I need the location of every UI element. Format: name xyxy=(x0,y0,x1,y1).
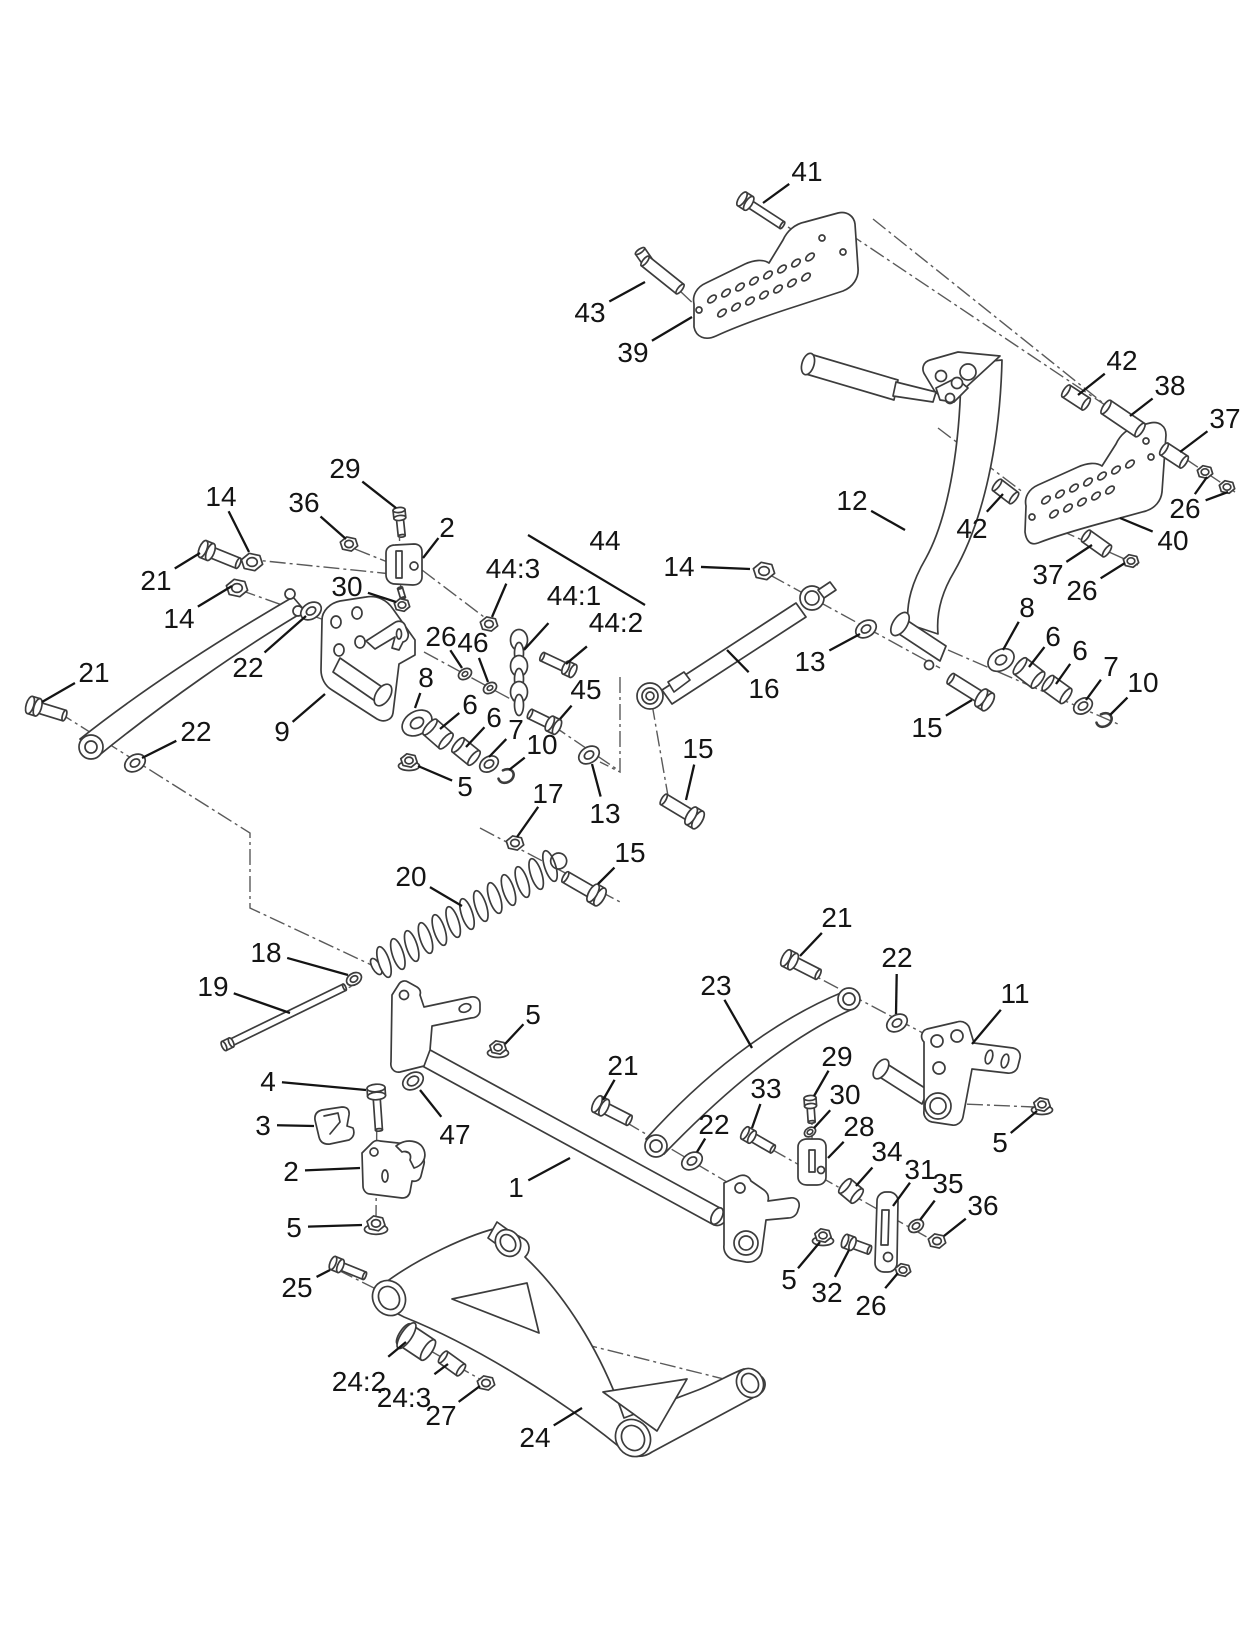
callout-leader-19-51 xyxy=(234,993,290,1013)
hw-bolt-64 xyxy=(840,1233,874,1257)
hw-retaining-ring-31 xyxy=(496,766,516,785)
callout-leader-34-63 xyxy=(856,1167,872,1186)
callout-leader-22-21 xyxy=(142,741,176,758)
callout-31: 31 xyxy=(904,1153,936,1185)
callout-14: 14 xyxy=(663,550,695,582)
callout-26: 26 xyxy=(855,1289,887,1321)
callout-5: 5 xyxy=(457,770,473,802)
callout-22: 22 xyxy=(698,1108,730,1140)
callout-leader-3-72 xyxy=(277,1125,314,1126)
callout-leader-29-12 xyxy=(362,482,396,508)
hw-nut-10 xyxy=(1123,555,1138,568)
hw-spacer-38 xyxy=(1011,656,1047,690)
hw-washer-53 xyxy=(678,1148,705,1173)
callout-30: 30 xyxy=(829,1078,861,1110)
callout-12: 12 xyxy=(836,484,868,516)
callout-23: 23 xyxy=(700,969,732,1001)
phantom-line-13 xyxy=(652,704,668,796)
callout-leader-28-62 xyxy=(828,1142,844,1158)
hw-flange-nut-51 xyxy=(364,1216,387,1234)
callout-leader-22-54 xyxy=(896,974,897,1014)
hw-bolt-13 xyxy=(196,539,243,572)
callout-26: 26 xyxy=(1066,574,1098,606)
hw-washer-55 xyxy=(883,1010,910,1035)
callout-44:2: 44:2 xyxy=(588,606,644,638)
callout-leader-5-67 xyxy=(1011,1111,1037,1133)
hw-washer-49 xyxy=(399,1068,426,1093)
callout-leader-8-30 xyxy=(415,693,420,708)
callout-5: 5 xyxy=(992,1126,1008,1158)
hw-spacer-2 xyxy=(640,255,686,295)
callout-3: 3 xyxy=(255,1109,271,1141)
callout-leader-6-33 xyxy=(466,727,484,747)
callout-leader-21-20 xyxy=(42,683,75,702)
hw-washer-18 xyxy=(121,750,148,775)
hw-washer-26 xyxy=(481,680,498,696)
callout-leader-21-57 xyxy=(603,1080,615,1100)
callout-44: 44 xyxy=(589,524,621,556)
hw-chain-22 xyxy=(511,630,528,716)
callouts-layer xyxy=(42,156,1241,1453)
callout-15: 15 xyxy=(614,836,646,868)
callout-leader-11-55 xyxy=(972,1010,1001,1044)
callout-8: 8 xyxy=(418,661,434,693)
callout-36: 36 xyxy=(288,486,320,518)
callout-11: 11 xyxy=(1000,977,1030,1009)
callout-leader-26-10 xyxy=(1101,563,1125,578)
hw-washer-40 xyxy=(1071,695,1096,718)
callout-leader-4-71 xyxy=(282,1082,366,1090)
hw-washer-46 xyxy=(344,970,364,988)
callout-44:1: 44:1 xyxy=(546,579,602,611)
hw-bolt-52 xyxy=(590,1094,635,1129)
part-pivot-bracket-11 xyxy=(870,1021,1020,1125)
callout-leader-40-8 xyxy=(1120,518,1153,532)
callout-leader-43-1 xyxy=(609,282,645,301)
callout-leader-14-27 xyxy=(701,567,750,569)
callout-leader-27-80 xyxy=(459,1386,480,1402)
callout-39: 39 xyxy=(617,336,649,368)
callout-leader-20-49 xyxy=(430,887,462,906)
hw-bolt-58 xyxy=(804,1095,818,1124)
callout-leader-41-0 xyxy=(763,184,789,203)
callout-leader-29-60 xyxy=(814,1071,829,1096)
callout-27: 27 xyxy=(425,1399,457,1431)
callout-10: 10 xyxy=(1127,666,1159,698)
part-footrest-bracket-39 xyxy=(694,213,859,339)
callout-18: 18 xyxy=(250,936,282,968)
callout-21: 21 xyxy=(607,1049,639,1081)
callout-6: 6 xyxy=(486,701,502,733)
callout-leader-33-59 xyxy=(752,1104,760,1128)
callout-leader-21-16 xyxy=(175,553,200,568)
callout-leader-10-48 xyxy=(1110,698,1127,715)
part-latch-clip-3 xyxy=(315,1107,354,1144)
callout-24: 24 xyxy=(519,1421,551,1453)
hw-bolt-36 xyxy=(944,669,997,713)
hw-bolt-66 xyxy=(328,1255,369,1282)
callout-26: 26 xyxy=(1169,492,1201,524)
callout-leader-17-37 xyxy=(517,807,538,837)
hw-spacer-68 xyxy=(437,1350,467,1377)
hw-spacer-9 xyxy=(1080,529,1113,558)
callout-17: 17 xyxy=(532,777,564,809)
callout-leader-9-22 xyxy=(293,694,325,722)
callout-8: 8 xyxy=(1019,591,1035,623)
callout-4: 4 xyxy=(260,1065,276,1097)
callout-leader-15-43 xyxy=(598,868,614,884)
callout-leader-37-9 xyxy=(1066,545,1092,562)
callout-leader-5-68 xyxy=(798,1242,820,1268)
callout-32: 32 xyxy=(811,1276,843,1308)
callout-leader-14-17 xyxy=(198,586,232,607)
part-pivot-bracket-28 xyxy=(798,1139,826,1185)
callout-leader-36-66 xyxy=(944,1219,966,1236)
callout-46: 46 xyxy=(457,626,489,658)
hw-nut-20 xyxy=(394,599,409,612)
hw-bolt-43 xyxy=(558,867,608,908)
callout-24:3: 24:3 xyxy=(376,1381,432,1413)
callout-leader-6-32 xyxy=(440,713,459,729)
callout-38: 38 xyxy=(1154,369,1186,401)
callout-21: 21 xyxy=(78,656,110,688)
callout-leader-42-7 xyxy=(987,494,1003,512)
callout-7: 7 xyxy=(1103,650,1119,682)
callout-14: 14 xyxy=(205,480,237,512)
callout-33: 33 xyxy=(750,1072,782,1104)
callout-leader-25-77 xyxy=(317,1270,330,1277)
hw-spacer-19 xyxy=(397,586,405,599)
callout-2: 2 xyxy=(283,1155,299,1187)
phantom-line-12 xyxy=(600,677,620,772)
hw-nut-12 xyxy=(340,537,357,551)
hw-bolt-47 xyxy=(220,982,348,1051)
callout-6: 6 xyxy=(1045,620,1061,652)
callout-leader-37-5 xyxy=(1180,431,1207,452)
callout-15: 15 xyxy=(682,732,714,764)
callout-15: 15 xyxy=(911,711,943,743)
hw-spacer-39 xyxy=(1040,674,1074,705)
hw-bolt-50 xyxy=(367,1084,388,1132)
callout-35: 35 xyxy=(932,1167,964,1199)
callout-42: 42 xyxy=(956,512,988,544)
callout-leader-38-4 xyxy=(1130,398,1153,416)
hw-nut-6 xyxy=(1197,466,1212,479)
hw-nut-14 xyxy=(241,553,262,570)
callout-21: 21 xyxy=(821,901,853,933)
callout-leader-7-47 xyxy=(1086,680,1101,700)
phantom-line-28 xyxy=(422,570,488,620)
callout-14: 14 xyxy=(163,602,195,634)
callout-leader-14-14 xyxy=(229,511,249,552)
callout-leader-15-41 xyxy=(946,700,972,716)
hw-nut-69 xyxy=(477,1376,494,1390)
callout-28: 28 xyxy=(843,1110,875,1142)
callout-22: 22 xyxy=(180,715,212,747)
callout-47: 47 xyxy=(439,1118,471,1150)
callout-6: 6 xyxy=(462,688,478,720)
hw-flange-nut-63 xyxy=(813,1229,834,1246)
callout-5: 5 xyxy=(525,998,541,1030)
hw-spacer-29 xyxy=(450,736,482,767)
callout-leader-30-61 xyxy=(814,1110,830,1128)
phantom-line-7 xyxy=(355,549,390,563)
callout-leader-10-35 xyxy=(509,758,525,770)
callout-30: 30 xyxy=(331,570,363,602)
callout-leader-36-13 xyxy=(321,517,346,539)
hw-nut-62 xyxy=(928,1234,945,1248)
callout-leader-5-75 xyxy=(308,1225,362,1227)
callout-13: 13 xyxy=(589,797,621,829)
callout-leader-7-34 xyxy=(489,739,506,757)
callout-leader-26-6 xyxy=(1195,477,1207,494)
hw-flange-nut-32 xyxy=(399,754,420,771)
callout-leader-5-56 xyxy=(505,1024,523,1044)
callout-leader-1-76 xyxy=(528,1158,570,1180)
callout-leader-21-53 xyxy=(800,933,822,956)
callout-42: 42 xyxy=(1106,344,1138,376)
callout-leader-6-46 xyxy=(1056,664,1070,684)
callout-leader-24-81 xyxy=(554,1408,582,1425)
callout-leader-13-40 xyxy=(829,634,860,651)
hw-bolt-57 xyxy=(739,1125,778,1155)
callout-leader-8-44 xyxy=(1003,622,1019,650)
callout-leader-45-31 xyxy=(560,706,572,719)
callout-leader-24:3-79 xyxy=(434,1364,448,1374)
callout-37: 37 xyxy=(1209,402,1241,434)
callout-5: 5 xyxy=(286,1211,302,1243)
callout-9: 9 xyxy=(274,715,290,747)
callout-21: 21 xyxy=(140,564,172,596)
part-pivot-bracket-9 xyxy=(321,597,415,721)
hw-spacer-4 xyxy=(1099,399,1147,438)
callout-24:2: 24:2 xyxy=(331,1365,387,1397)
callout-45: 45 xyxy=(570,673,602,705)
callout-13: 13 xyxy=(794,645,826,677)
callout-1: 1 xyxy=(508,1171,524,1203)
callout-22: 22 xyxy=(232,651,264,683)
callout-leader-44:2-26 xyxy=(566,646,587,664)
phantom-lines-layer xyxy=(58,219,1235,1386)
part-chain-bracket-2-top xyxy=(386,544,422,585)
callout-41: 41 xyxy=(791,155,823,187)
hw-washer-61 xyxy=(906,1217,926,1235)
hw-washer-35 xyxy=(852,616,879,641)
callout-leader-6-45 xyxy=(1029,647,1044,667)
callout-22: 22 xyxy=(881,941,913,973)
callout-leader-15-42 xyxy=(686,765,694,800)
callout-2: 2 xyxy=(439,511,455,543)
callout-29: 29 xyxy=(821,1040,853,1072)
callout-37: 37 xyxy=(1032,558,1064,590)
callout-leader-44:3-24 xyxy=(492,584,506,617)
callout-leader-47-74 xyxy=(420,1090,441,1117)
callout-leader-18-50 xyxy=(287,958,348,975)
callout-44:3: 44:3 xyxy=(485,552,541,584)
hw-bolt-11 xyxy=(393,507,408,538)
callout-leader-12-11 xyxy=(871,511,905,530)
callout-40: 40 xyxy=(1157,524,1189,556)
callout-25: 25 xyxy=(281,1271,313,1303)
callout-leader-22-58 xyxy=(697,1139,705,1152)
callout-leader-26-70 xyxy=(885,1273,898,1288)
callout-36: 36 xyxy=(967,1189,999,1221)
callout-19: 19 xyxy=(197,970,229,1002)
callout-leader-42-3 xyxy=(1078,374,1105,395)
callout-26: 26 xyxy=(425,620,457,652)
part-footrest-bracket-40 xyxy=(1025,423,1166,544)
callout-29: 29 xyxy=(329,452,361,484)
part-chain-bracket-2-bottom xyxy=(362,1141,425,1198)
callout-6: 6 xyxy=(1072,634,1088,666)
hw-bolt-42 xyxy=(657,790,707,831)
hw-bolt-0 xyxy=(735,190,788,232)
callout-leader-2-73 xyxy=(305,1168,360,1170)
callout-10: 10 xyxy=(526,728,558,760)
callout-leader-2-15 xyxy=(423,538,438,558)
callout-16: 16 xyxy=(748,672,780,704)
callout-leader-26-6b xyxy=(1206,492,1228,500)
hw-washer-25 xyxy=(456,666,473,682)
callout-leader-46-29 xyxy=(479,658,488,682)
callout-43: 43 xyxy=(574,296,606,328)
callout-leader-5-36 xyxy=(418,766,452,781)
callout-leader-13-38 xyxy=(592,764,601,797)
callout-7: 7 xyxy=(508,713,524,745)
hw-nut-34 xyxy=(753,562,774,579)
callout-5: 5 xyxy=(781,1263,797,1295)
hw-nut-44 xyxy=(506,836,523,850)
callout-34: 34 xyxy=(871,1135,903,1167)
callout-leader-32-69 xyxy=(835,1250,849,1277)
hw-washer-33 xyxy=(575,742,602,767)
callout-leader-23-52 xyxy=(724,1000,752,1048)
callout-leader-35-65 xyxy=(920,1201,935,1220)
callout-leader-39-2 xyxy=(652,317,692,341)
callout-20: 20 xyxy=(395,860,427,892)
